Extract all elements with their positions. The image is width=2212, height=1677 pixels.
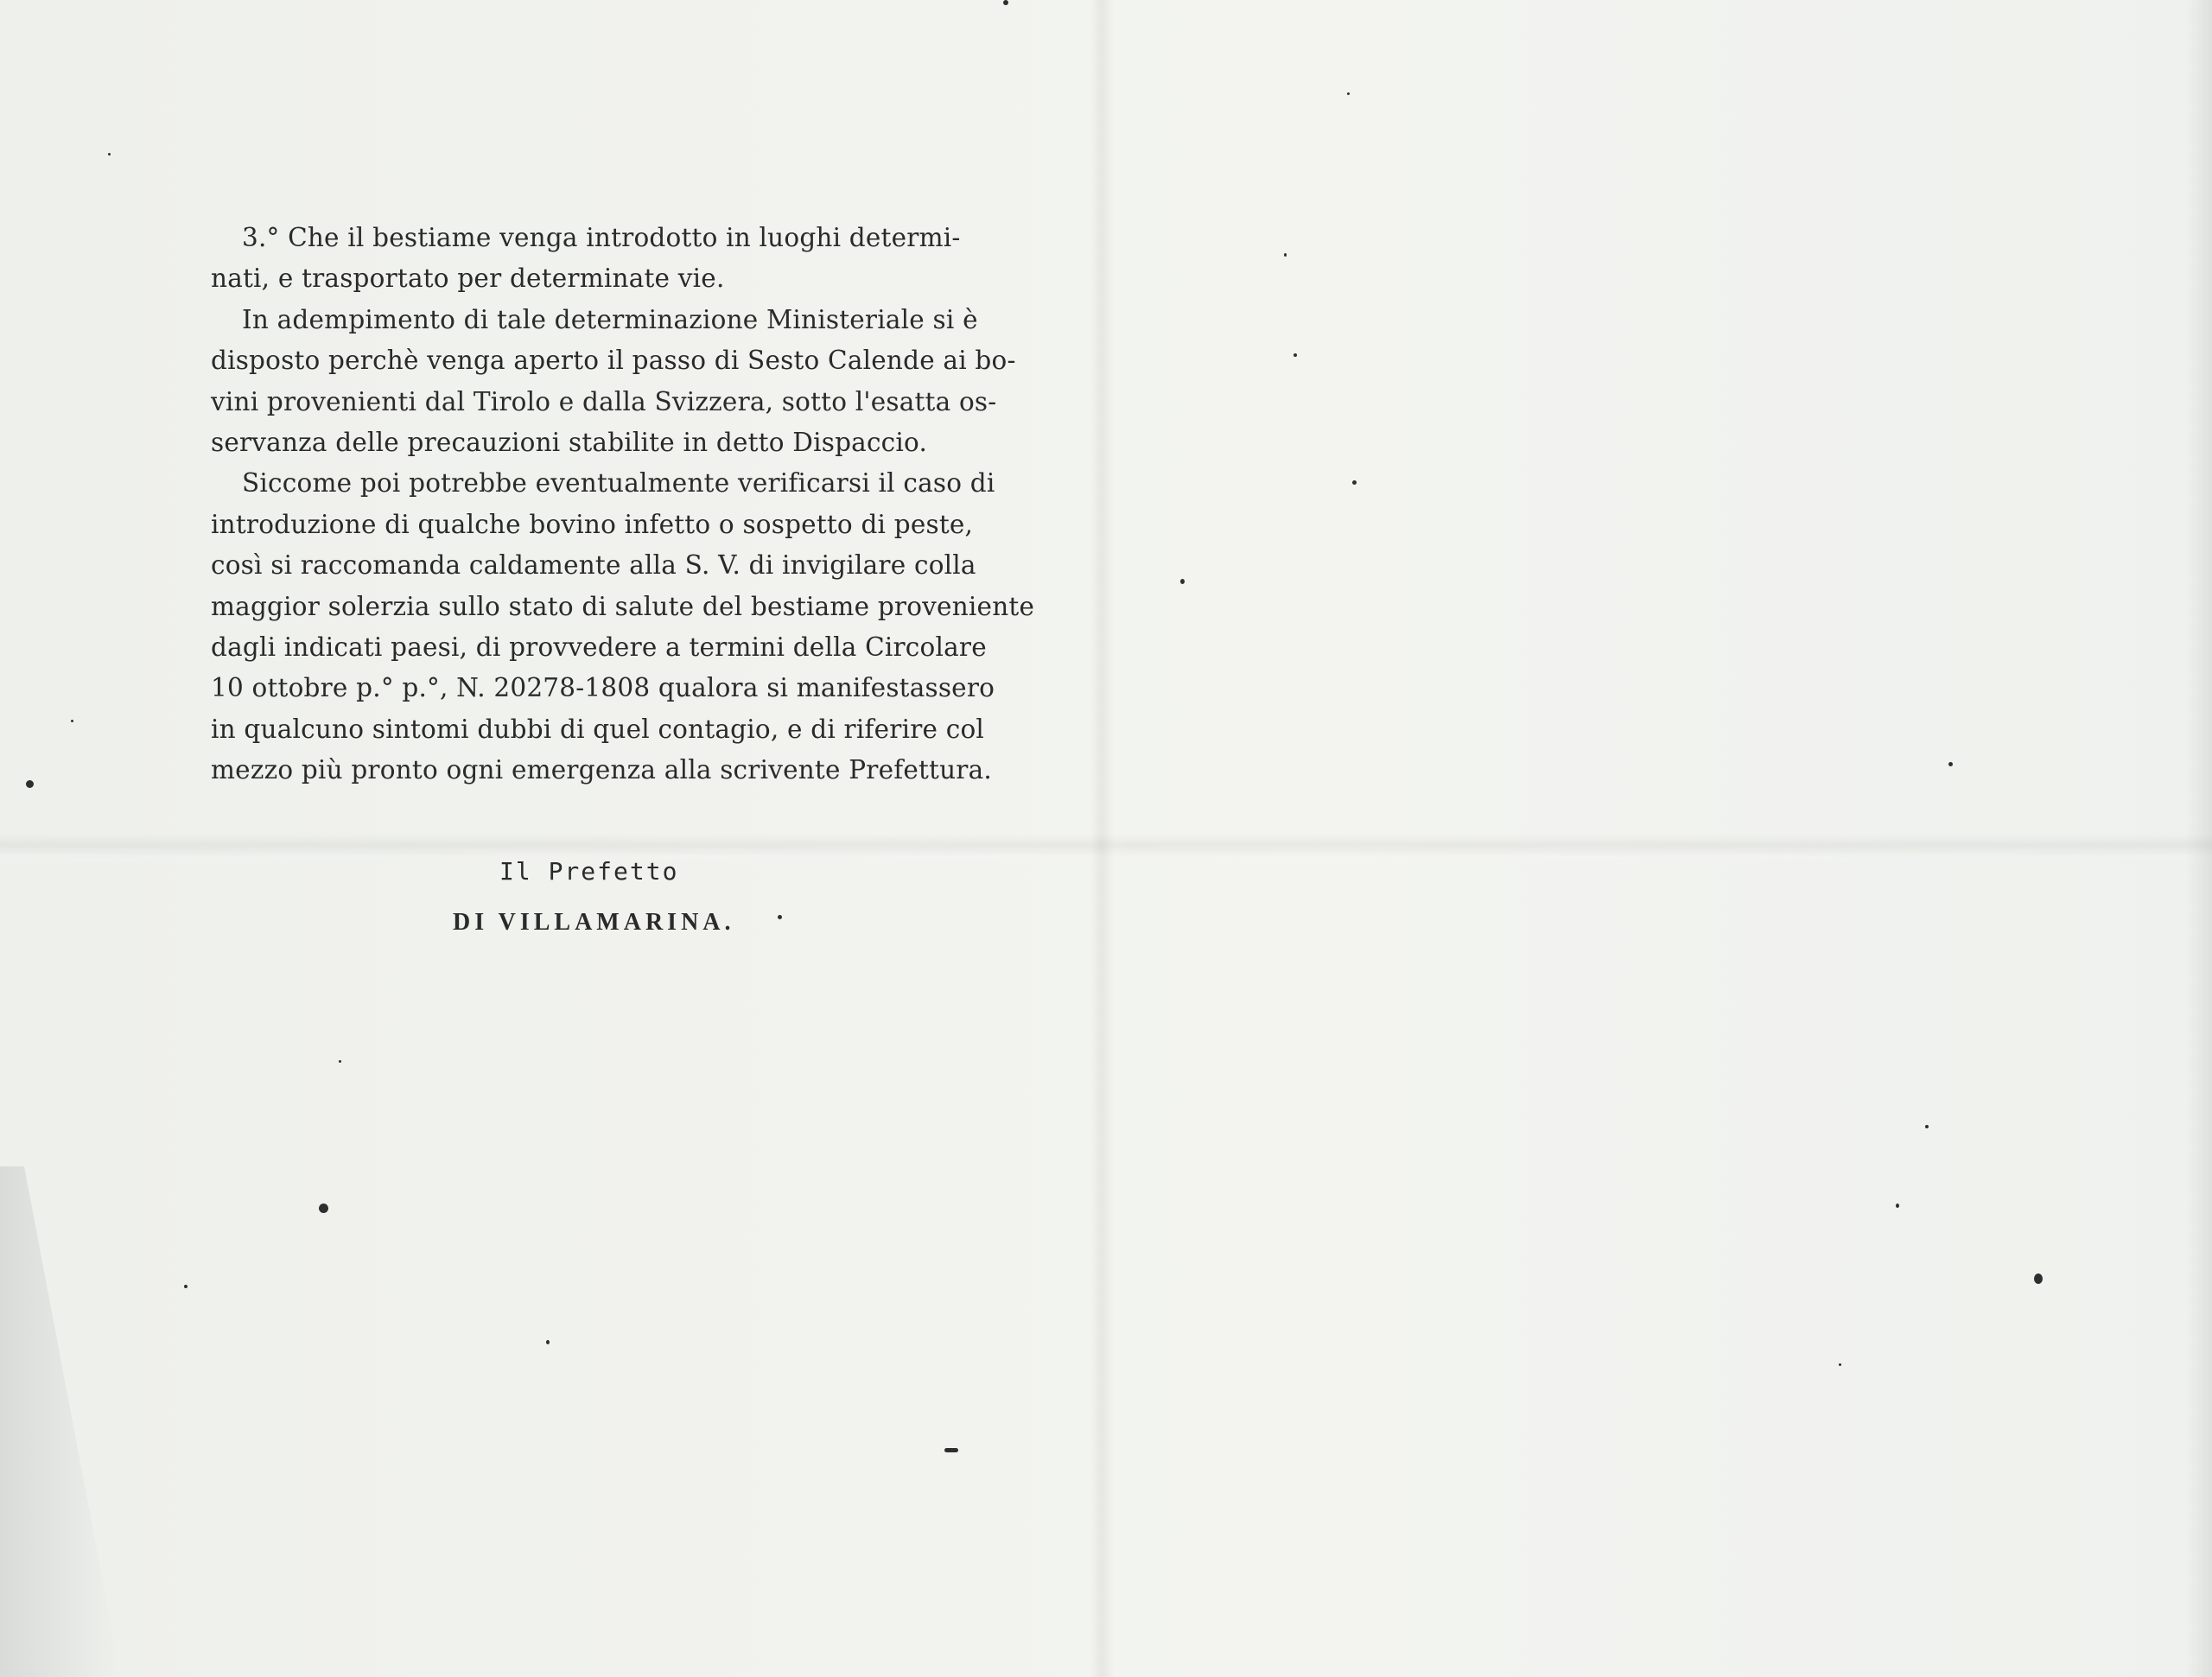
text-line: in qualcuno sintomi dubbi di quel contagio, e di riferire col [211, 714, 985, 744]
text-line: introduzione di qualche bovino infetto o sospetto di peste, [211, 509, 974, 539]
paragraph-1 [211, 218, 961, 300]
text-line: 10 ottobre p.° p.°, N. 20278-1808 qualora si manifestassero [211, 673, 995, 703]
paper-speck [1839, 1363, 1841, 1366]
paper-speck [1948, 762, 1953, 766]
paper-speck [546, 1340, 550, 1344]
paper-speck [1347, 92, 1350, 95]
text-line: mezzo più pronto ogni emergenza alla scrivente Prefettura. [211, 755, 992, 785]
paper-speck [26, 780, 34, 788]
paper-speck [339, 1060, 341, 1063]
paper-speck [944, 1448, 958, 1452]
paragraph-3 [211, 463, 1035, 791]
paper-speck [108, 153, 111, 156]
paper-speck [1925, 1125, 1929, 1128]
page-fold-shadow [0, 1166, 121, 1677]
signature-block [0, 857, 1158, 961]
text-line: 3.° Che il bestiame venga introdotto in luoghi determi- [242, 223, 961, 252]
document-body [211, 218, 1035, 791]
text-line: maggior solerzia sullo stato di salute del bestiame proveniente [211, 591, 1035, 621]
text-line: In adempimento di tale determinazione Ministeriale si è [242, 304, 978, 334]
text-line: vini provenienti dal Tirolo e dalla Svizzera, sotto l'esatta os- [211, 386, 997, 416]
paragraph-2 [211, 300, 1016, 464]
page-edge-shadow [2186, 0, 2212, 1677]
paper-speck [1352, 480, 1357, 485]
text-line: servanza delle precauzioni stabilite in detto Dispaccio. [211, 428, 928, 458]
paper-speck [1294, 353, 1297, 357]
paper-speck [2034, 1274, 2043, 1284]
paper-speck [71, 720, 73, 722]
text-line: nati, e trasportato per determinate vie. [211, 264, 725, 294]
text-line: disposto perchè venga aperto il passo di Sesto Calende ai bo- [211, 346, 1016, 376]
text-line: dagli indicati paesi, di provvedere a termini della Circolare [211, 632, 987, 663]
paper-speck [319, 1204, 328, 1213]
paper-speck [184, 1285, 188, 1288]
paper-speck [778, 915, 782, 919]
text-line: Siccome poi potrebbe eventualmente verificarsi il caso di [242, 468, 995, 499]
paper-speck [1180, 579, 1185, 584]
signature-name: DI VILLAMARINA. [453, 909, 735, 936]
paper-speck [1896, 1204, 1899, 1208]
paper-speck [1284, 253, 1287, 257]
signature-title: Il Prefetto [499, 857, 679, 886]
text-line: così si raccomanda caldamente alla S. V. di invigilare colla [211, 550, 976, 581]
paper-speck [1003, 0, 1008, 5]
